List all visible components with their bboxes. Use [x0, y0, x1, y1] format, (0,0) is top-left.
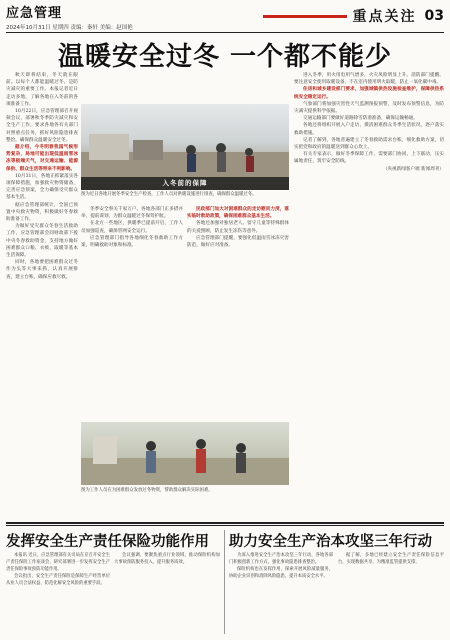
paragraph: 秋天即将结束，冬天就在眼前。以每个人都能温暖过冬，是防灾减灾的重要工作。本报记者近日走访多地，了解各地在入冬前的各项准备工作。	[6, 73, 78, 107]
bottom-article-left-b	[114, 552, 220, 636]
accent-bar	[263, 15, 347, 18]
paragraph: 保险机构也在发挥作用，探索开展风险减量服务，协助企业识别和消除风险隐患，提升本质安全水平。	[229, 567, 333, 579]
paragraph: 交通运输部门要做好道路除雪防滑准备，确保运输畅通。	[303, 116, 418, 122]
section-divider-thin	[6, 525, 444, 526]
paragraph: 应急管理部门提醒，要强化低温雨雪冰冻灾害防范，做好应对准备。	[187, 235, 289, 249]
paragraph: 在北方一些地区，供暖季已提前开启，工作人员加强巡查，确保管网安全运行。	[81, 221, 183, 234]
paragraph: 有关专家表示，做好冬季保障工作，需要部门协同、上下联动，压实属地责任，筑牢安全防线。	[294, 152, 444, 165]
photo-caption: 图为工作人员在为困难群众发放过冬物资，帮助群众解决实际困难。	[81, 488, 213, 493]
paragraph: 10月22日，应急管理部召开视频会议，部署秋冬季防灾减灾和安全生产工作，要求各地各有关部门对照重点任务，抓好风险隐患排查整治，确保群众温暖安全过冬。	[6, 109, 78, 143]
paragraph: 气象部门将加强灾害性天气监测预报预警，及时发布预警信息，为防灾减灾提供科学依据。	[294, 101, 444, 115]
paragraph: 会议指出，安全生产责任保险是保障生产经营单位从业人员合法权益、防范化解安全风险的重要手段。	[6, 574, 110, 586]
paragraph: 住房和城乡建设部门要求，加强城镇供热设施检查维护，保障供热系统安全稳定运行。	[294, 87, 444, 100]
article-col-right	[294, 72, 444, 518]
bottom-headline-left: 发挥安全生产责任保险功能作用	[6, 533, 209, 550]
photo-placeholder-icon	[81, 422, 289, 485]
paragraph: 会议强调，要聚焦重点行业领域，推动保险机构加大事故预防服务投入，提升服务质效。	[114, 553, 220, 565]
paragraph: 记者了解到，各地普遍建立了冬春救助需求台账，细化救助方案，切实把党和政府的温暖送到群众心坎上。	[294, 137, 444, 151]
article-col-mid-b	[187, 206, 289, 418]
byline: （央视新闻客户端 新闻周刊）	[382, 166, 444, 172]
news-photo-bottom	[81, 422, 289, 485]
bottom-article-left-a	[6, 552, 110, 636]
paragraph: 冬季安全事关千家万户。各地各部门正多措并举，提前谋划，为群众温暖过冬保驾护航。	[81, 207, 183, 220]
photo-label: 入冬前的保障	[81, 177, 289, 190]
section-divider	[6, 522, 444, 524]
article-col-mid-a	[81, 206, 183, 418]
issue-line: 2024年10月31日 星期四 责编：秦轩 美编：赵国艳	[6, 25, 133, 31]
paragraph: 应急管理部门指导各地细化冬春救助工作方案，明确救助对象和标准。	[81, 235, 183, 249]
paragraph: 据应急管理部统计，全国已预置中央救灾物资，积极做好冬春救助准备工作。	[6, 202, 78, 223]
photo-caption: 图为近日各地开展冬季安全生产检查，工作人员对供暖设施进行排查，确保群众温暖过冬。	[81, 192, 257, 197]
paragraph: 各地还加强对独居老人、留守儿童等特殊群体的关爱照顾，防止发生冻伤等意外。	[187, 221, 289, 234]
paragraph: 据了解，多地已经建立安全生产责任保险信息平台，实现数据共享，为精准监管提供支撑。	[338, 553, 444, 565]
top-rule	[6, 32, 444, 33]
section-name: 应急管理	[6, 6, 63, 21]
page-number: 03	[424, 8, 444, 24]
news-photo-top	[81, 104, 289, 190]
column-separator	[224, 530, 225, 634]
paragraph: 各地还将组织开展入户走访，摸清困难群众冬季生活状况，逐户落实救助措施。	[294, 123, 444, 136]
paragraph: 据介绍，今冬明春我国气候形势复杂，局地可能出现低温雨雪冰冻等极端天气，对交通运输、能源保供、群众生活等带来不利影响。	[6, 145, 78, 172]
paragraph: 本报讯 近日，应急管理部有关司局在京召开安全生产责任保险工作座谈会，研究部署进一步发挥安全生产责任保险事故预防功能作用。	[6, 553, 110, 572]
paragraph: 为深入推进安全生产治本攻坚三年行动，各地各部门积极创新工作方式，强化事故隐患排查整治。	[229, 553, 333, 565]
paragraph: 同时，各地要把困难群众过冬作为头等大事来抓，认真开展排查，建立台账，确保应救尽救。	[6, 260, 78, 280]
page-section-title: 重点关注	[352, 9, 417, 25]
masthead-left	[6, 2, 133, 31]
masthead-right	[263, 6, 444, 26]
bottom-headline-right: 助力安全生产治本攻坚三年行动	[229, 533, 432, 550]
masthead	[0, 0, 450, 34]
main-headline: 温暖安全过冬 一个都不能少	[57, 42, 393, 72]
paragraph: 为做好受灾群众冬春生活救助工作，应急管理部会同财政部下拨中央冬春救助资金，支持地方做好困难群众口粮、衣被、取暖等基本生活保障。	[6, 224, 78, 259]
bottom-article-right-a	[229, 552, 333, 636]
article-col-left	[6, 72, 78, 518]
bottom-article-right-b	[338, 552, 444, 636]
paragraph: 进入冬季，用火用电用气增多，火灾风险明显上升。消防部门提醒，要注意安全使用取暖设备，不在室内使用明火取暖，防止一氧化碳中毒。	[294, 73, 444, 86]
paragraph: 民政部门加大对困难群众的走访慰问力度，落实临时救助政策，确保困难群众基本生活。	[187, 207, 289, 220]
paragraph: 10月31日，各地正抓紧落实各项保障措施，加强救灾物资储备，完善应急预案，全力确保受灾群众基本生活。	[6, 173, 78, 201]
